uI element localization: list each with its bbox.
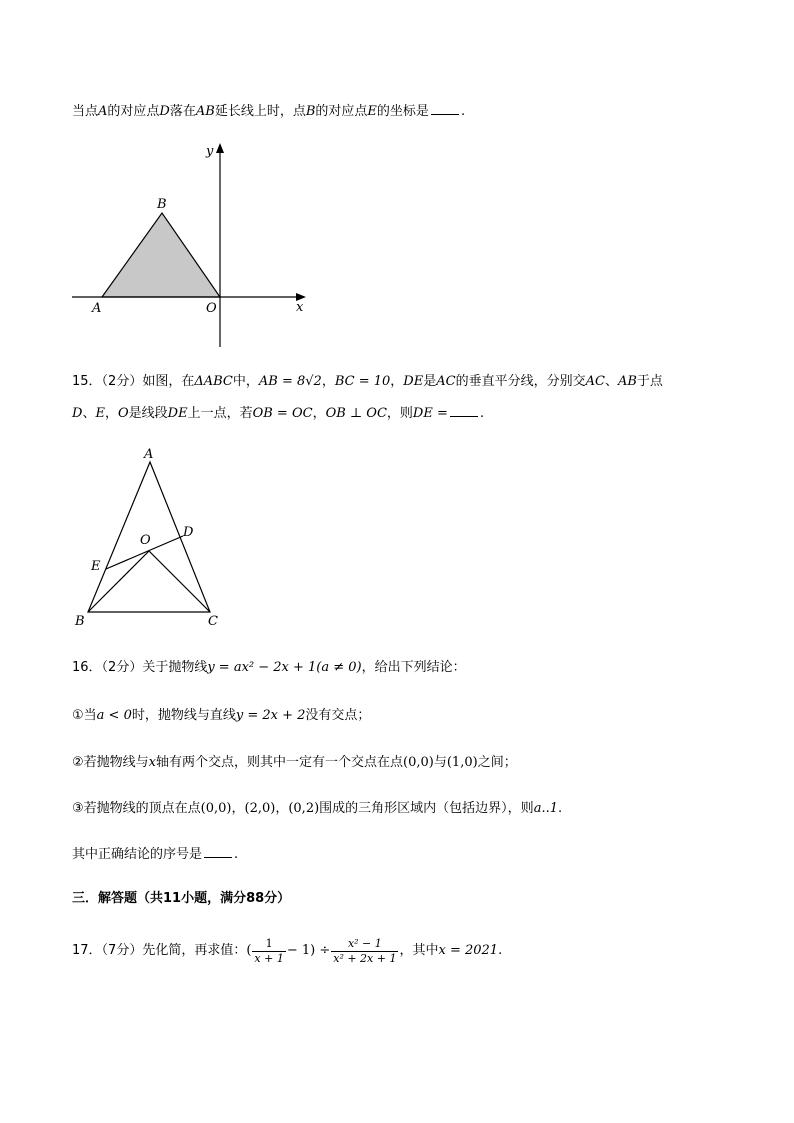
text: ， <box>390 374 404 389</box>
text: 的对应点 <box>315 104 368 119</box>
q14-tail-line <box>72 102 465 122</box>
text: 的坐标是 <box>376 104 429 119</box>
ab-length: AB = 8√2 <box>258 374 322 389</box>
text: 的对应点 <box>107 104 160 119</box>
triangle-abc: ΔABC <box>194 374 233 389</box>
point-a: A <box>98 104 108 119</box>
condition: x = 2021 <box>438 943 499 958</box>
text: 是线段 <box>128 406 168 421</box>
label-e: E <box>91 559 101 574</box>
point-e: E <box>95 406 105 421</box>
text: 其中正确结论的序号是 <box>72 847 203 862</box>
text: 当点 <box>72 104 99 119</box>
point-o: O <box>117 406 129 421</box>
text: ， <box>321 374 335 389</box>
q15-line-1 <box>72 372 663 392</box>
figure-triangle-abc <box>70 440 240 635</box>
parabola-equation: y = ax² − 2x + 1(a ≠ 0) <box>207 660 362 675</box>
text: 、 <box>604 374 618 389</box>
point-b: B <box>305 104 316 119</box>
q15-line-2 <box>72 404 484 424</box>
condition: a < 0 <box>96 708 132 723</box>
text: 时，抛物线与直线 <box>131 708 236 723</box>
label-y: y <box>206 144 214 159</box>
text: ，则 <box>386 406 413 421</box>
segment-ac: AC <box>585 374 605 389</box>
point: (1,0) <box>446 755 478 770</box>
text: ①当 <box>72 708 97 723</box>
operator: − 1) ÷ <box>286 943 331 958</box>
text: . <box>234 847 239 862</box>
point-d: D <box>159 104 170 119</box>
label-o: O <box>140 533 151 548</box>
denominator: x + 1 <box>254 951 284 965</box>
bc-length: BC = 10 <box>334 374 391 389</box>
numerator: 1 <box>252 937 285 952</box>
text: ，其中 <box>399 943 439 958</box>
label-b: B <box>75 614 85 629</box>
text: 中， <box>232 374 259 389</box>
text: 17．（7分）先化简，再求值： <box>72 943 247 958</box>
segment-de: DE <box>167 406 188 421</box>
text: ③若抛物线的顶点在点 <box>72 801 201 816</box>
numerator: x² − 1 <box>331 937 398 952</box>
fraction-1 <box>252 937 285 966</box>
text: . <box>479 406 484 421</box>
ob-equals-oc: OB = OC <box>252 406 313 421</box>
de-equals: DE = <box>412 406 448 421</box>
text: 之间； <box>477 755 517 770</box>
q17-line <box>72 932 502 970</box>
figure-coordinate-triangle <box>60 135 320 350</box>
point: (0,0) <box>403 755 434 770</box>
x-var: x <box>148 755 156 770</box>
text: 15．（2分）如图，在 <box>72 374 195 389</box>
answer-blank[interactable] <box>204 845 232 858</box>
paren: ( <box>246 943 252 958</box>
text: ，给出下列结论： <box>361 660 466 675</box>
text: 是 <box>423 374 437 389</box>
y-axis-arrow <box>216 143 224 153</box>
ob-perp-oc: OB ⊥ OC <box>325 406 387 421</box>
segment-ac: AC <box>436 374 456 389</box>
text: . <box>557 801 563 816</box>
segment-ab: AB <box>195 104 215 119</box>
q16-conclusion-3 <box>72 799 562 819</box>
shaded-triangle <box>102 213 220 297</box>
answer-blank[interactable] <box>450 404 478 417</box>
point-e: E <box>367 104 377 119</box>
text: 16．（2分）关于抛物线 <box>72 660 208 675</box>
text: 与 <box>433 755 447 770</box>
label-a: A <box>92 301 102 316</box>
point: (0,0) <box>200 801 232 816</box>
text: 延长线上时，点 <box>214 104 306 119</box>
text: . <box>498 943 503 958</box>
text: ， <box>275 801 289 816</box>
text: 轴有两个交点，则其中一定有一个交点在点 <box>156 755 404 770</box>
label-a: A <box>144 447 154 462</box>
fraction-2 <box>331 937 398 966</box>
segment-oc <box>149 551 210 612</box>
q16-conclusion-1 <box>72 706 370 726</box>
text: 、 <box>82 406 96 421</box>
line-equation: y = 2x + 2 <box>235 708 306 723</box>
segment-de: DE <box>403 374 424 389</box>
text: 没有交点； <box>305 708 371 723</box>
point: (2,0) <box>244 801 276 816</box>
text: 落在 <box>169 104 196 119</box>
label-x: x <box>296 300 304 315</box>
label-o: O <box>206 301 217 316</box>
text: ， <box>104 406 118 421</box>
point-d: D <box>72 406 83 421</box>
q16-head <box>72 658 466 678</box>
text: . <box>460 104 466 119</box>
point: (0,2) <box>288 801 320 816</box>
text: 上一点，若 <box>187 406 253 421</box>
label-c: C <box>208 614 218 629</box>
text: 的垂直平分线，分别交 <box>455 374 586 389</box>
text: 围成的三角形区域内（包括边界），则 <box>319 801 534 816</box>
q16-conclusion-2 <box>72 753 517 773</box>
answer-blank[interactable] <box>431 102 459 115</box>
text: ， <box>312 406 326 421</box>
text: ②若抛物线与 <box>72 755 149 770</box>
denominator: x² + 2x + 1 <box>333 951 397 965</box>
label-b: B <box>157 197 167 212</box>
section-heading: 三．解答题（共11小题，满分88分） <box>72 891 291 906</box>
text: 于点 <box>636 374 663 389</box>
result: a..1 <box>533 801 558 816</box>
label-d: D <box>183 525 194 540</box>
segment-ab: AB <box>617 374 637 389</box>
text: ， <box>231 801 245 816</box>
q16-ask <box>72 845 238 865</box>
